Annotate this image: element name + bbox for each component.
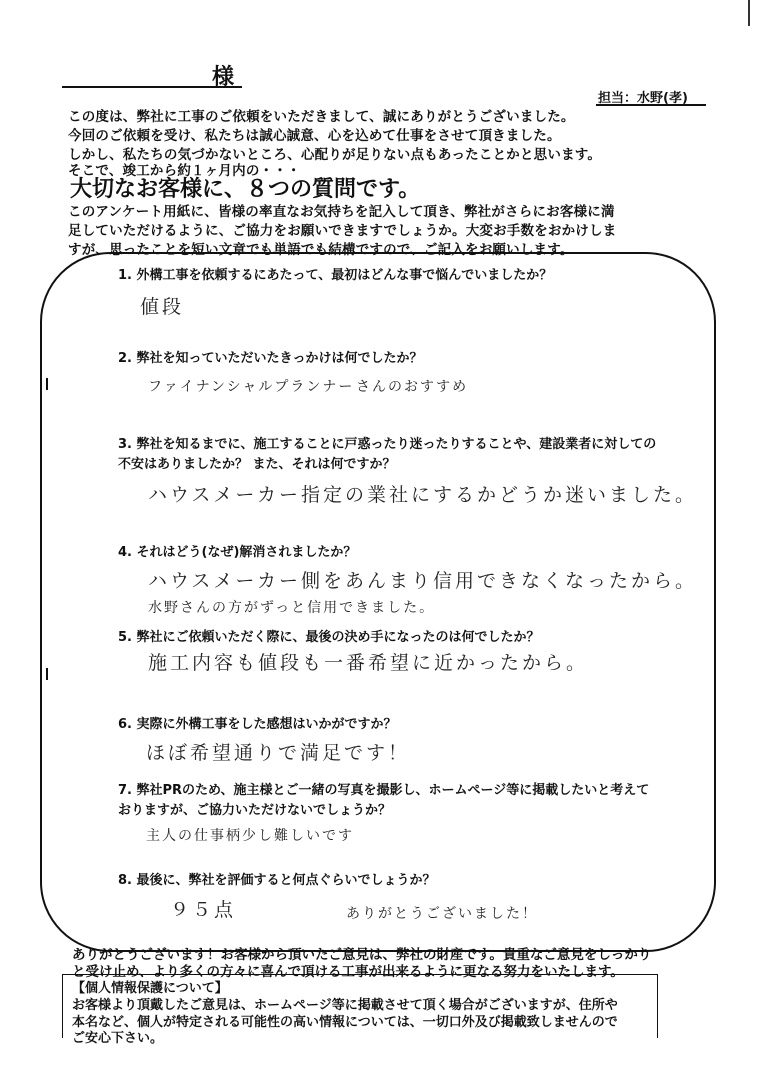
margin-tick (46, 668, 48, 680)
question-2: 2. 弊社を知っていただいたきっかけは何でしたか？ (118, 351, 423, 366)
question-3-line-2: 不安はありましたか？ また、それは何ですか？ (118, 457, 396, 472)
answer-3: ハウスメーカー指定の業社にするかどうか迷いました。 (148, 484, 698, 506)
request-line: 足していただけるように、ご協力をお願いできますでしょうか。大変お手数をおかけしま (68, 223, 617, 239)
staff-label: 担当：水野(孝) (598, 91, 688, 106)
closing-line: と受け止め、より多くの方々に喜んで頂ける工事が出来るように更なる努力をいたします。 (72, 964, 624, 980)
privacy-line: ご安心下さい。 (72, 1031, 164, 1046)
answer-2a: ファイナンシャルプランナー (148, 379, 355, 395)
privacy-title: 【個人情報保護について】 (72, 981, 228, 996)
question-4: 4. それはどう(なぜ)解消されましたか？ (118, 545, 357, 560)
answer-8b: ありがとうございました！ (346, 906, 538, 922)
request-line: すが、思ったことを短い文章でも単語でも結構ですので、ご記入をお願いします。 (68, 242, 574, 258)
salutation-underline (62, 86, 242, 88)
intro-line: この度は、弊社に工事のご依頼をいただきまして、誠にありがとうございました。 (68, 109, 575, 125)
question-7-line-2: おりますが、ご協力いただけないでしょうか？ (118, 803, 392, 818)
salutation: 様 (212, 65, 235, 90)
answer-4b: 水野さんの方がずっと信用できました。 (148, 600, 436, 616)
answer-8a: ９５点 (170, 899, 237, 921)
question-3-line-1: 3. 弊社を知るまでに、施工することに戸惑ったり迷ったりすることや、建設業者に対しての (118, 437, 657, 452)
answer-1: 値段 (140, 296, 185, 318)
intro-line: そこで、竣工から約１ヶ月内の・・・ (68, 163, 301, 179)
staff-underline (596, 104, 706, 106)
answer-5: 施工内容も値段も一番希望に近かったから。 (148, 652, 589, 674)
closing-line: ありがとうございます！お客様から頂いたご意見は、弊社の財産です。貴重なご意見をしっかり (72, 947, 652, 963)
headline: 大切なお客様に、８つの質問です。 (70, 177, 421, 202)
question-7-line-1: 7. 弊社PRのため、施主様とご一緒の写真を撮影し、ホームページ等に掲載したいと考えて (118, 783, 650, 798)
question-8: 8. 最後に、弊社を評価すると何点ぐらいでしょうか？ (118, 873, 436, 888)
intro-line: しかし、私たちの気づかないところ、心配りが足りない点もあったことかと思います。 (68, 147, 602, 163)
intro-line: 今回のご依頼を受け、私たちは誠心誠意、心を込めて仕事をさせて頂きました。 (68, 128, 561, 144)
privacy-line: 本名など、個人が特定される可能性の高い情報については、一切口外及び掲載致しませんので (72, 1015, 618, 1030)
question-5: 5. 弊社にご依頼いただく際に、最後の決め手になったのは何でしたか？ (118, 630, 540, 645)
question-1: 1. 外構工事を依頼するにあたって、最初はどんな事で悩んでいましたか？ (118, 268, 553, 283)
answer-7: 主人の仕事柄少し難しいです (146, 828, 354, 844)
answer-6: ほぼ希望通りで満足です！ (146, 742, 411, 764)
answer-2b: さんのおすすめ (356, 379, 469, 395)
privacy-line: お客様より頂戴したご意見は、ホームページ等に掲載させて頂く場合がございますが、住所や (72, 998, 618, 1013)
margin-tick (46, 378, 48, 390)
edge-mark (748, 0, 750, 26)
request-line: このアンケート用紙に、皆様の率直なお気持ちを記入して頂き、弊社がさらにお客様に満 (68, 204, 615, 220)
answer-4a: ハウスメーカー側をあんまり信用できなくなったから。 (148, 570, 698, 592)
question-6: 6. 実際に外構工事をした感想はいかがですか？ (118, 717, 397, 732)
